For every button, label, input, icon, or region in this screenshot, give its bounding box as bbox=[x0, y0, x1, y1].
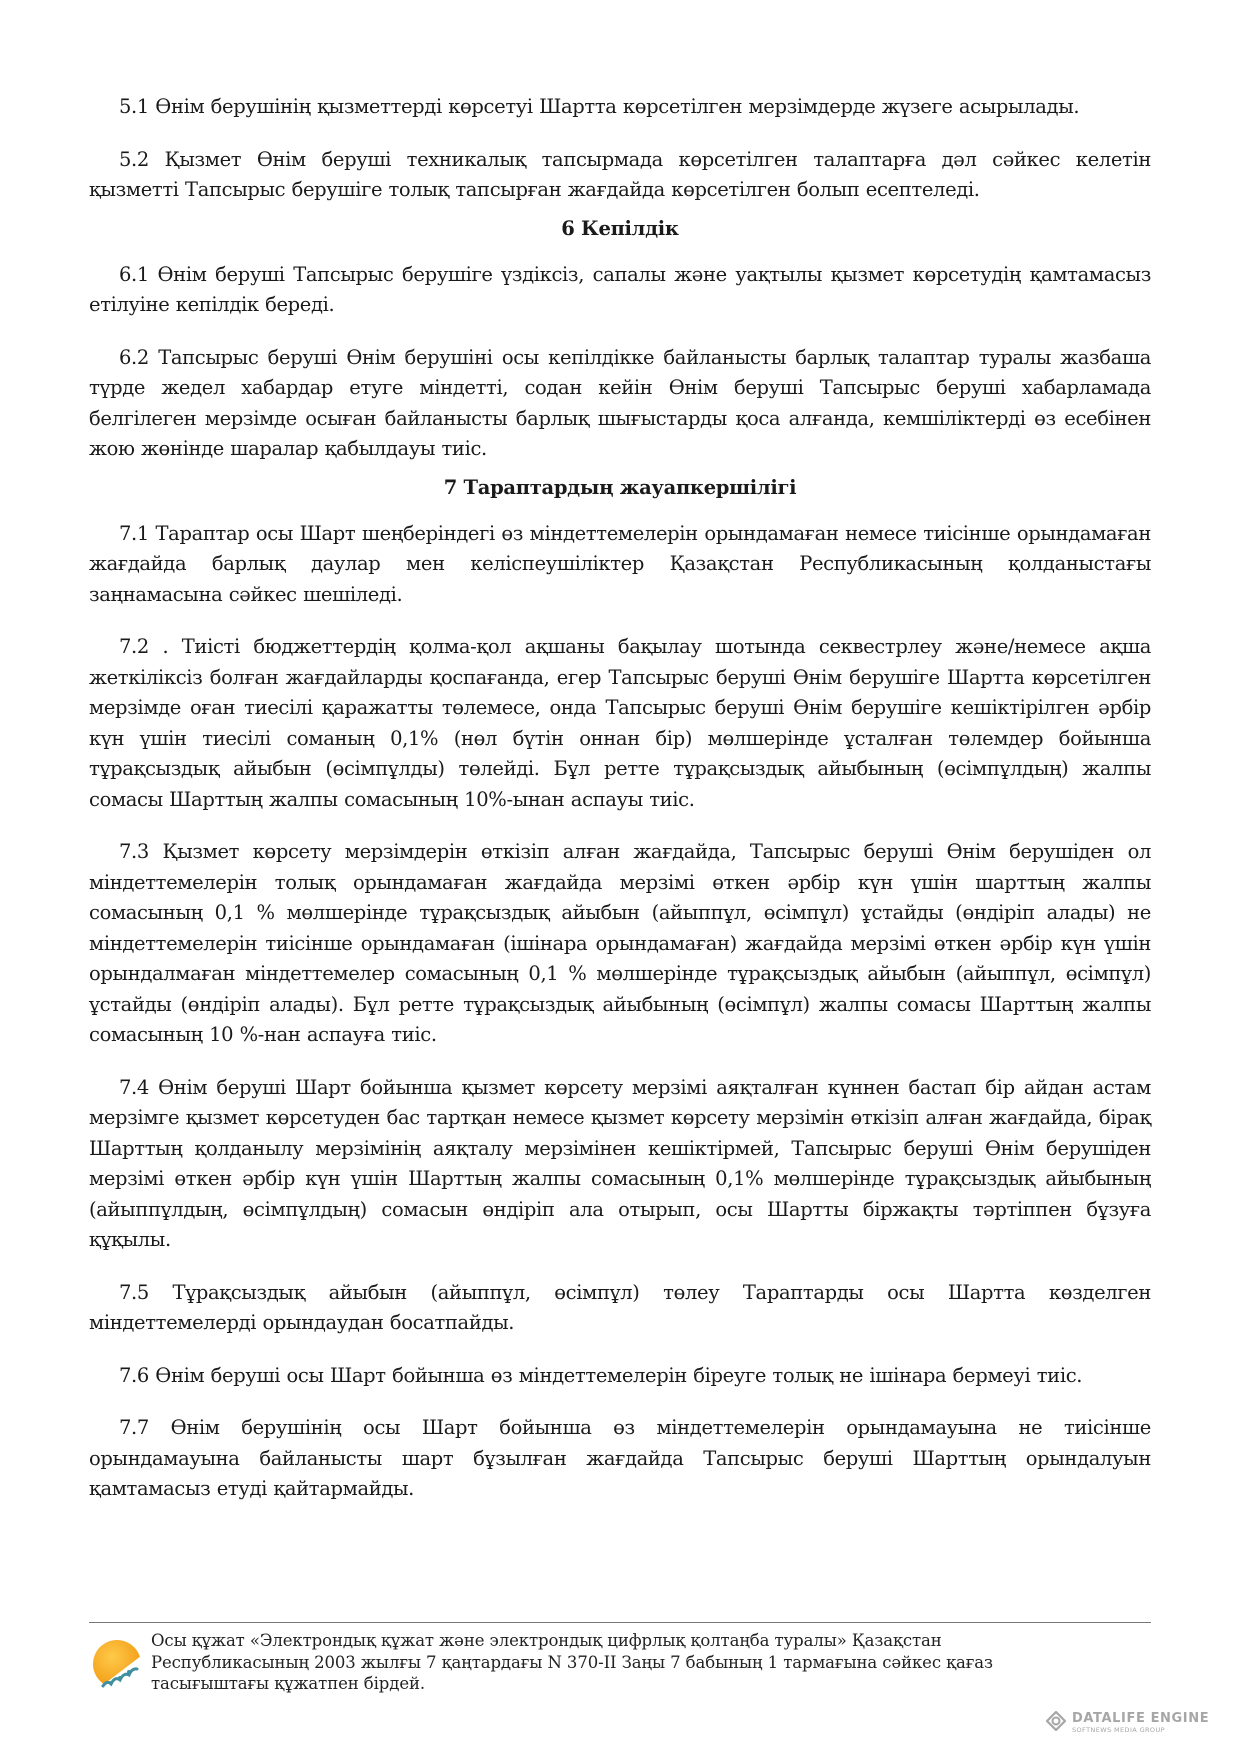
clause-5-1: 5.1 Өнім берушінің қызметтерді көрсетуі Шартта көрсетілген мерзімдерде жүзеге асырылады. bbox=[119, 95, 1080, 118]
clause-7-2: 7.2 . Тиісті бюджеттердің қолма-қол ақшаны бақылау шотында секвестрлеу және/немесе ақша жеткіліксіз болған жағдайларды қоспағанда, егер Тапсырыс беруші Өнім берушіге Шартта көрсетілген мерзімде оған тиесілі қаражатты төлемесе, онда Тапсырыс беруші Өнім берушіге кешіктірілген әрбір күн үшін тиесілі соманың 0,1% (нөл бүтін оннан бір) мөлшерінде ұсталған төлемдер бойынша тұрақсыздық айыбын (өсімпұлды) төлейді. Бұл ретте тұрақсыздық айыбының (өсімпұлдың) жалпы сомасы Шарттың жалпы сомасының 10%-ынан аспауы тиіс. bbox=[89, 635, 1151, 811]
footer-divider bbox=[89, 1622, 1151, 1623]
clause-7-6: 7.6 Өнім беруші осы Шарт бойынша өз міндеттемелерін біреуге толық не ішінара бермеуі тиіс. bbox=[119, 1363, 1083, 1387]
section-heading-6: 6 Кепілдік bbox=[561, 216, 679, 240]
datalife-engine-logo-icon bbox=[1045, 1710, 1067, 1736]
section-heading-7: 7 Тараптардың жауапкершілігі bbox=[443, 475, 797, 499]
watermark-title: DATALIFE ENGINE bbox=[1072, 1711, 1210, 1726]
footer-line: тасығыштағы құжатпен бірдей. bbox=[151, 1674, 426, 1693]
footer-line: Республикасының 2003 жылғы 7 қаңтардағы N 370-II Заңы 7 бабының 1 тармағына сәйкес қағаз bbox=[151, 1652, 993, 1672]
e-gov-sun-logo-icon bbox=[89, 1634, 149, 1694]
clause-7-7: 7.7 Өнім берушінің осы Шарт бойынша өз міндеттемелерін орындамауына не тиісінше орындамауына байланысты шарт бұзылған жағдайда Тапсырыс беруші Шарттың орындалуын қамтамасыз етуді қайтармайды. bbox=[89, 1416, 1151, 1500]
footer-line: Осы құжат «Электрондық құжат және электрондық цифрлық қолтаңба туралы» Қазақстан bbox=[151, 1631, 942, 1650]
clause-6-2: 6.2 Тапсырыс беруші Өнім берушіні осы кепілдікке байланысты барлық талаптар туралы жазбаша түрде жедел хабардар етуге міндетті, содан кейін Өнім беруші Тапсырыс беруші хабарламада белгілеген мерзімде осыған байланысты барлық шығыстарды қоса алғанда, кемшіліктерді өз есебінен жою жөнінде шаралар қабылдауы тиіс. bbox=[89, 345, 1151, 460]
footer-legal-text bbox=[151, 1630, 993, 1695]
clause-7-1: 7.1 Тараптар осы Шарт шеңберіндегі өз міндеттемелерін орындамаған немесе тиісінше орындамаған жағдайда барлық даулар мен келіспеушіліктер Қазақстан Республикасының қолданыстағы заңнамасына сәйкес шешіледі. bbox=[89, 521, 1151, 606]
clause-7-4: 7.4 Өнім беруші Шарт бойынша қызмет көрсету мерзімі аяқталған күннен бастап бір айдан астам мерзімге қызмет көрсетуден бас тартқан немесе қызмет көрсету мерзімін өткізіп алған жағдайда, бірақ Шарттың қолданылу мерзімінің аяқталу мерзімінен кешіктірмей, Тапсырыс беруші Өнім берушіден мерзімі өткен әрбір күн үшін Шарттың жалпы сомасының 0,1% мөлшерінде тұрақсыздық айыбының (айыппұлдың, өсімпұлдың) сомасын өндіріп ала отырып, осы Шартты біржақты тәртіппен бұзуға құқылы. bbox=[89, 1075, 1151, 1251]
clause-5-2: 5.2 Қызмет Өнім беруші техникалық тапсырмада көрсетілген талаптарға дәл сәйкес келетін қызметті Тапсырыс берушіге толық тапсырған жағдайда көрсетілген болып есептеледі. bbox=[89, 147, 1151, 201]
watermark-subtitle: SOFTNEWS MEDIA GROUP bbox=[1072, 1726, 1165, 1734]
footer-notice bbox=[89, 1630, 1151, 1695]
clause-7-3: 7.3 Қызмет көрсету мерзімдерін өткізіп алған жағдайда, Тапсырыс беруші Өнім берушіден ол міндеттемелерін толық орындамаған жағдайда мерзімі өткен әрбір күн үшін шарттың жалпы сомасының 0,1 % мөлшерінде тұрақсыздық айыбын (айыппұл, өсімпұл) ұстайды (өндіріп алады) не міндеттемелерін тиісінше орындамаған (ішінара орындамаған) жағдайда мерзімі өткен әрбір күн үшін орындалмаған міндеттемелер сомасының 0,1 % мөлшерінде тұрақсыздық айыбын (айыппұл, өсімпұл) ұстайды (өндіріп алады). Бұл ретте тұрақсыздық айыбының (өсімпұл) жалпы сомасы Шарттың жалпы сомасының 10 %-нан аспауға тиіс. bbox=[89, 840, 1151, 1046]
clause-7-5: 7.5 Тұрақсыздық айыбын (айыппұл, өсімпұл) төлеу Тараптарды осы Шартта көзделген міндеттемелерді орындаудан босатпайды. bbox=[89, 1280, 1151, 1334]
datalife-engine-watermark bbox=[1045, 1710, 1209, 1736]
clause-6-1: 6.1 Өнім беруші Тапсырыс берушіге үздіксіз, сапалы және уақтылы қызмет көрсетудің қамтамасыз етілуіне кепілдік береді. bbox=[89, 262, 1151, 316]
document-body bbox=[89, 92, 1151, 1527]
